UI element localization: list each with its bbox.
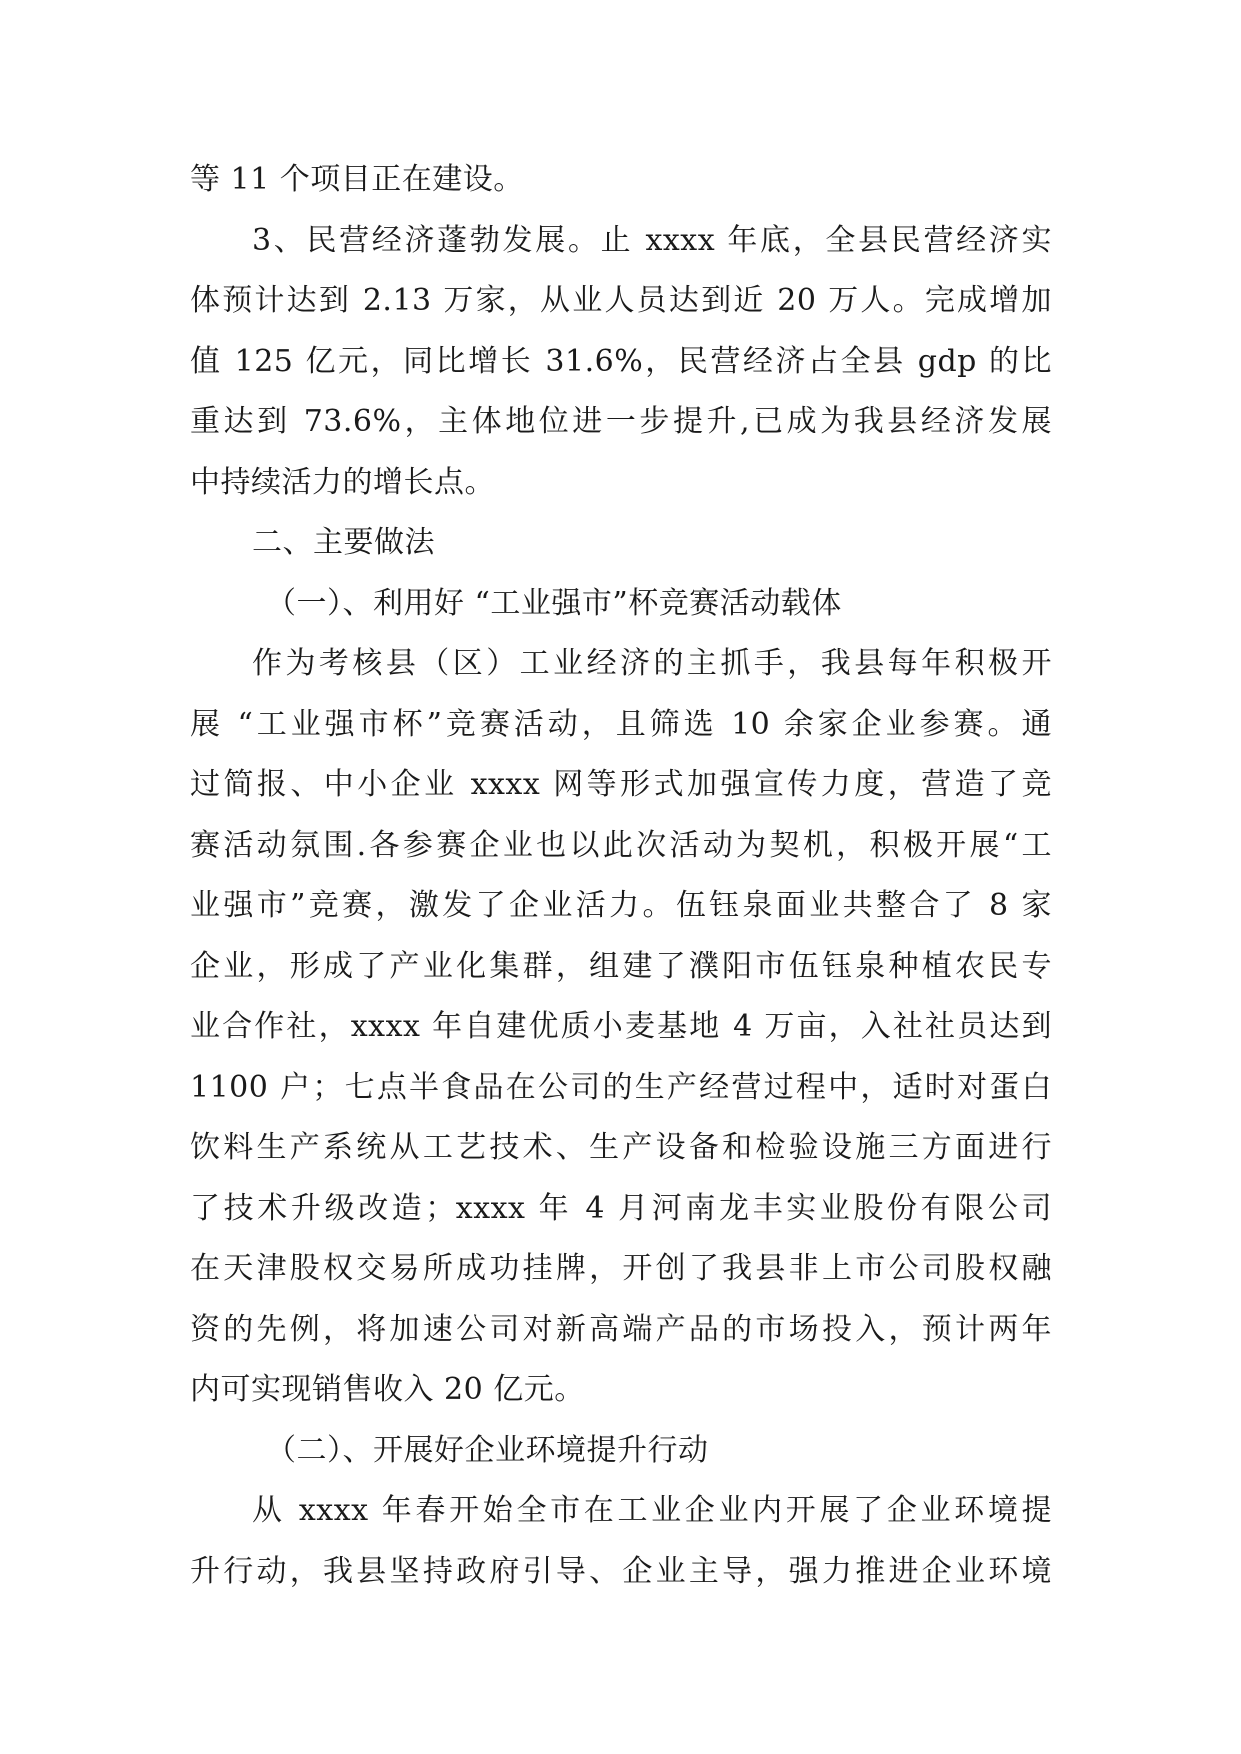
text-line: 业强市”竞赛，激发了企业活力。伍钰泉面业共整合了 8 家 — [190, 888, 1052, 923]
document-body — [190, 150, 1052, 1602]
subsection-heading: （二）、开展好企业环境提升行动 — [266, 1432, 709, 1468]
text-line: 作为考核县（区）工业经济的主抓手，我县每年积极开 — [252, 646, 1052, 681]
text-line: 中持续活力的增长点。 — [190, 464, 495, 500]
text-line: 1100 户；七点半食品在公司的生产经营过程中，适时对蛋白 — [190, 1069, 1052, 1105]
text-line: 了技术升级改造；xxxx 年 4 月河南龙丰实业股份有限公司 — [190, 1190, 1052, 1226]
text-line: 在天津股权交易所成功挂牌，开创了我县非上市公司股权融 — [190, 1251, 1052, 1286]
text-line: 业合作社，xxxx 年自建优质小麦基地 4 万亩，入社社员达到 — [190, 1009, 1052, 1044]
text-line: 重达到 73.6%，主体地位进一步提升,已成为我县经济发展 — [190, 404, 1052, 439]
text-line: 值 125 亿元，同比增长 31.6%，民营经济占全县 gdp 的比 — [190, 343, 1052, 379]
text-line: 体预计达到 2.13 万家，从业人员达到近 20 万人。完成增加 — [190, 283, 1052, 318]
text-line: 内可实现销售收入 20 亿元。 — [190, 1372, 585, 1407]
text-line: 3、民营经济蓬勃发展。止 xxxx 年底，全县民营经济实 — [252, 222, 1052, 258]
text-line: 展 “工业强市杯”竞赛活动，且筛选 10 余家企业参赛。通 — [190, 706, 1052, 742]
text-line: 赛活动氛围.各参赛企业也以此次活动为契机，积极开展“工 — [190, 827, 1052, 863]
text-line: 资的先例，将加速公司对新高端产品的市场投入，预计两年 — [190, 1311, 1052, 1347]
text-line: 从 xxxx 年春开始全市在工业企业内开展了企业环境提 — [252, 1493, 1052, 1528]
subsection-heading: （一）、利用好 “工业强市”杯竞赛活动载体 — [266, 585, 842, 621]
text-line: 企业，形成了产业化集群，组建了濮阳市伍钰泉种植农民专 — [190, 948, 1052, 984]
text-line: 饮料生产系统从工艺技术、生产设备和检验设施三方面进行 — [190, 1130, 1052, 1165]
text-line: 升行动，我县坚持政府引导、企业主导，强力推进企业环境 — [190, 1553, 1052, 1589]
text-line: 过简报、中小企业 xxxx 网等形式加强宣传力度，营造了竞 — [190, 767, 1052, 802]
text-line: 等 11 个项目正在建设。 — [190, 162, 524, 197]
section-heading: 二、主要做法 — [252, 525, 435, 560]
